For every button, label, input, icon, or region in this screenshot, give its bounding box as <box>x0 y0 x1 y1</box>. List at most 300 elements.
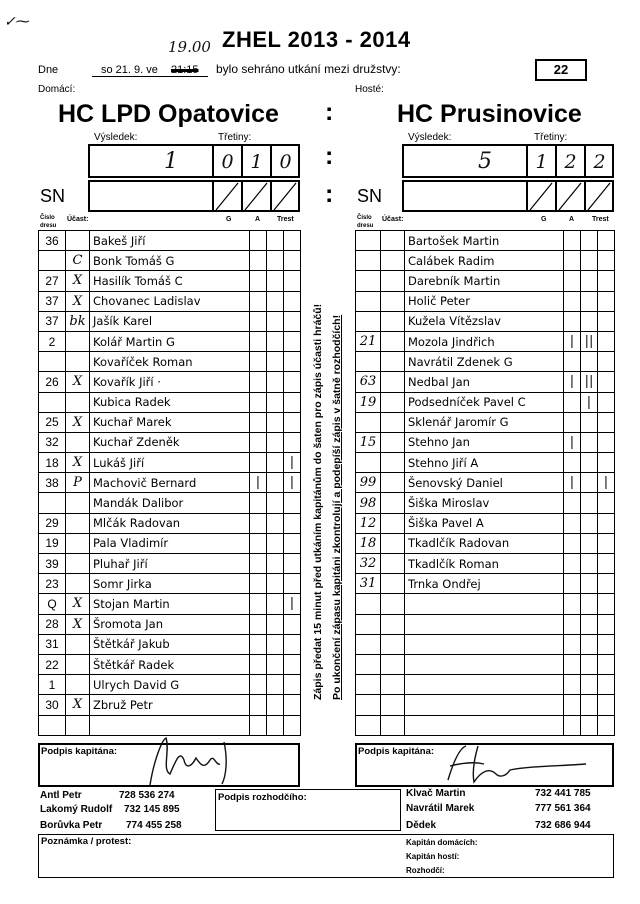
player-name: Bonk Tomáš G <box>90 251 250 271</box>
table-row <box>356 432 615 452</box>
player-penalty <box>284 372 301 392</box>
table-row <box>356 412 615 432</box>
footer-label-referee: Rozhodčí: <box>406 866 445 875</box>
player-number: 63 <box>356 372 381 392</box>
player-attendance <box>381 251 405 271</box>
home-col-a: A <box>255 216 261 223</box>
table-row <box>356 372 615 392</box>
player-assists <box>581 412 598 432</box>
table-row <box>39 513 301 533</box>
player-number <box>356 675 381 695</box>
player-name: Sklenář Jaromír G <box>405 412 564 432</box>
player-number <box>356 311 381 331</box>
player-name: Calábek Radim <box>405 251 564 271</box>
player-name: Mandák Dalibor <box>90 493 250 513</box>
table-row <box>39 331 301 351</box>
player-assists <box>581 311 598 331</box>
table-row <box>356 594 615 614</box>
table-row <box>39 614 301 634</box>
home-sn-slashes <box>212 180 300 212</box>
player-goals <box>250 432 267 452</box>
player-penalty <box>598 675 615 695</box>
table-row <box>356 695 615 715</box>
date-value: so 21. 9. ve <box>101 64 158 76</box>
player-attendance <box>66 352 90 372</box>
player-assists <box>581 533 598 553</box>
table-row <box>356 614 615 634</box>
player-goals <box>564 574 581 594</box>
away-contact-phone: 732 441 785 <box>535 788 591 799</box>
player-goals <box>250 695 267 715</box>
home-contact-name: Borůvka Petr <box>40 820 103 831</box>
away-contact-name: Navrátil Marek <box>406 803 475 814</box>
player-goals <box>250 493 267 513</box>
player-number <box>356 291 381 311</box>
player-assists <box>581 594 598 614</box>
player-attendance <box>381 614 405 634</box>
table-row <box>39 493 301 513</box>
player-goals: | <box>564 432 581 452</box>
player-number <box>39 392 66 412</box>
table-row <box>39 291 301 311</box>
player-goals <box>564 634 581 654</box>
player-attendance: X <box>66 372 90 392</box>
player-assists <box>267 311 284 331</box>
player-name: Kuchař Zdeněk <box>90 432 250 452</box>
table-row <box>356 271 615 291</box>
player-penalty <box>284 392 301 412</box>
away-periods-label: Třetiny: <box>534 132 568 143</box>
home-team-name: HC LPD Opatovice <box>58 100 279 128</box>
away-contact-phone: 777 561 364 <box>535 803 591 814</box>
player-attendance <box>66 493 90 513</box>
player-penalty: | <box>284 473 301 493</box>
player-penalty <box>284 675 301 695</box>
player-assists <box>581 251 598 271</box>
player-goals <box>250 675 267 695</box>
player-assists <box>581 654 598 674</box>
player-penalty: | <box>284 453 301 473</box>
player-name: Lukáš Jiří <box>90 453 250 473</box>
player-assists: || <box>581 372 598 392</box>
player-goals <box>250 634 267 654</box>
player-assists <box>267 372 284 392</box>
player-assists <box>581 453 598 473</box>
away-period-2: 2 <box>564 151 577 173</box>
player-goals <box>250 331 267 351</box>
player-number: 22 <box>39 654 66 674</box>
player-penalty <box>284 291 301 311</box>
player-goals <box>250 251 267 271</box>
table-row <box>39 634 301 654</box>
player-assists: | <box>581 392 598 412</box>
player-name: Šiška Miroslav <box>405 493 564 513</box>
player-penalty <box>598 311 615 331</box>
home-captain-sig-label: Podpis kapitána: <box>41 746 118 757</box>
table-row <box>356 392 615 412</box>
home-contact-phone: 774 455 258 <box>126 820 182 831</box>
player-attendance <box>381 554 405 574</box>
away-roster-table <box>355 230 615 736</box>
home-period-3: 0 <box>279 151 292 173</box>
player-penalty <box>598 331 615 351</box>
player-attendance: X <box>66 271 90 291</box>
player-name <box>405 695 564 715</box>
player-attendance: bk <box>66 311 90 331</box>
player-name <box>405 654 564 674</box>
player-assists <box>267 554 284 574</box>
player-name: Stojan Martin <box>90 594 250 614</box>
player-number: 23 <box>39 574 66 594</box>
table-row <box>39 695 301 715</box>
table-row <box>356 654 615 674</box>
player-goals <box>564 311 581 331</box>
player-goals <box>250 372 267 392</box>
player-penalty <box>598 271 615 291</box>
player-penalty <box>284 311 301 331</box>
player-attendance <box>381 715 405 735</box>
table-row <box>39 654 301 674</box>
player-penalty <box>598 715 615 735</box>
player-attendance <box>381 473 405 493</box>
player-penalty <box>284 634 301 654</box>
player-goals <box>564 412 581 432</box>
footer-label-home-captain: Kapitán domácích: <box>406 838 478 847</box>
table-row <box>39 352 301 372</box>
player-assists <box>267 675 284 695</box>
player-name: Bakeš Jiří <box>90 231 250 251</box>
player-name: Šromota Jan <box>90 614 250 634</box>
player-assists <box>267 271 284 291</box>
dne-label: Dne <box>38 64 59 76</box>
player-name: Kuchař Marek <box>90 412 250 432</box>
away-label: Hosté: <box>355 84 384 95</box>
player-assists <box>267 291 284 311</box>
player-penalty <box>598 453 615 473</box>
home-roster-table <box>38 230 301 736</box>
player-name <box>405 634 564 654</box>
player-attendance: X <box>66 291 90 311</box>
player-name <box>405 675 564 695</box>
player-assists <box>581 554 598 574</box>
player-name <box>405 614 564 634</box>
player-goals <box>564 493 581 513</box>
away-contact-name: Dědek <box>406 820 437 831</box>
player-goals <box>250 594 267 614</box>
table-row <box>39 594 301 614</box>
away-contact-phone: 732 686 944 <box>535 820 591 831</box>
player-assists <box>267 453 284 473</box>
player-attendance <box>66 231 90 251</box>
player-penalty <box>598 695 615 715</box>
player-assists <box>581 352 598 372</box>
player-assists <box>267 473 284 493</box>
player-assists <box>267 331 284 351</box>
away-sn-label: SN <box>357 186 383 206</box>
player-goals <box>250 554 267 574</box>
player-assists <box>581 614 598 634</box>
table-row <box>356 251 615 271</box>
home-captain-signature <box>140 730 250 790</box>
player-name: Šenovský Daniel <box>405 473 564 493</box>
vertical-note-1: Zápis předat 15 minut před utkáním kapitánům do šaten pro zápis účasti hráčů! <box>312 303 324 700</box>
player-number <box>356 412 381 432</box>
player-name: Štětkář Radek <box>90 654 250 674</box>
player-name: Tkadlčík Radovan <box>405 533 564 553</box>
player-attendance <box>381 634 405 654</box>
player-attendance <box>381 291 405 311</box>
game-number: 22 <box>553 62 569 77</box>
player-attendance <box>66 715 90 735</box>
table-row <box>356 473 615 493</box>
player-goals <box>564 291 581 311</box>
table-row <box>356 493 615 513</box>
home-period-2: 1 <box>250 151 263 173</box>
player-number: 12 <box>356 513 381 533</box>
player-penalty <box>284 654 301 674</box>
player-penalty <box>598 614 615 634</box>
table-row <box>39 453 301 473</box>
player-number <box>356 614 381 634</box>
player-attendance <box>381 493 405 513</box>
player-assists <box>581 231 598 251</box>
player-number: 1 <box>39 675 66 695</box>
player-penalty <box>284 412 301 432</box>
player-name: Stehno Jan <box>405 432 564 452</box>
player-name: Podsedníček Pavel C <box>405 392 564 412</box>
player-attendance <box>381 654 405 674</box>
player-attendance <box>66 331 90 351</box>
result-colon: : <box>325 142 334 170</box>
home-period-1: 0 <box>221 151 234 173</box>
player-attendance <box>381 352 405 372</box>
player-penalty <box>284 574 301 594</box>
player-goals <box>564 533 581 553</box>
player-name: Pluhař Jiří <box>90 554 250 574</box>
player-name: Stehno Jiří A <box>405 453 564 473</box>
table-row <box>39 251 301 271</box>
home-col-penalty: Trest <box>277 216 294 223</box>
player-number <box>356 594 381 614</box>
table-row <box>39 675 301 695</box>
player-goals <box>250 574 267 594</box>
player-penalty <box>598 654 615 674</box>
player-number: 2 <box>39 331 66 351</box>
player-attendance <box>381 533 405 553</box>
player-attendance <box>66 634 90 654</box>
player-goals <box>250 352 267 372</box>
player-assists <box>267 715 284 735</box>
player-attendance <box>381 574 405 594</box>
player-assists <box>581 432 598 452</box>
player-assists <box>581 473 598 493</box>
player-penalty <box>284 715 301 735</box>
player-attendance: P <box>66 473 90 493</box>
player-penalty <box>598 533 615 553</box>
footer-label-away-captain: Kapitán hostí: <box>406 852 460 861</box>
home-col-number: Číslo dresu <box>40 215 57 229</box>
player-number <box>356 715 381 735</box>
player-number <box>356 251 381 271</box>
home-contact-name: Antl Petr <box>40 790 82 801</box>
player-number: 32 <box>39 432 66 452</box>
player-penalty: | <box>284 594 301 614</box>
away-col-attend: Účast: <box>382 216 404 223</box>
player-attendance: X <box>66 594 90 614</box>
player-goals <box>564 513 581 533</box>
player-name: Nedbal Jan <box>405 372 564 392</box>
player-goals <box>250 311 267 331</box>
player-number: 38 <box>39 473 66 493</box>
player-number <box>356 453 381 473</box>
player-attendance <box>381 271 405 291</box>
table-row <box>39 311 301 331</box>
page-title: ZHEL 2013 - 2014 <box>222 27 411 52</box>
handwritten-time: 19.00 <box>168 38 211 56</box>
player-assists <box>267 513 284 533</box>
player-number: 31 <box>356 574 381 594</box>
player-attendance <box>66 554 90 574</box>
player-number <box>356 271 381 291</box>
player-number: 21 <box>356 331 381 351</box>
player-number: 29 <box>39 513 66 533</box>
player-number <box>356 654 381 674</box>
away-captain-sig-label: Podpis kapitána: <box>358 746 435 757</box>
player-assists <box>267 594 284 614</box>
player-name: Štětkář Jakub <box>90 634 250 654</box>
player-goals <box>250 271 267 291</box>
player-name: Trnka Ondřej <box>405 574 564 594</box>
table-row <box>39 574 301 594</box>
referee-sig-label: Podpis rozhodčího: <box>218 792 307 803</box>
table-row <box>39 473 301 493</box>
player-assists <box>267 574 284 594</box>
player-name: Somr Jirka <box>90 574 250 594</box>
table-row <box>356 331 615 351</box>
table-row <box>356 231 615 251</box>
player-number: 30 <box>39 695 66 715</box>
player-number: Q <box>39 594 66 614</box>
player-goals <box>564 392 581 412</box>
player-penalty <box>598 594 615 614</box>
player-name: Navrátil Zdenek G <box>405 352 564 372</box>
player-penalty <box>598 231 615 251</box>
player-number <box>39 493 66 513</box>
table-row <box>356 634 615 654</box>
player-goals <box>250 513 267 533</box>
player-penalty <box>284 432 301 452</box>
player-goals <box>564 251 581 271</box>
player-assists <box>267 695 284 715</box>
player-name: Ulrych David G <box>90 675 250 695</box>
home-col-g: G <box>226 216 232 223</box>
player-attendance <box>66 392 90 412</box>
away-period-1: 1 <box>535 151 548 173</box>
player-attendance: X <box>66 695 90 715</box>
sn-colon: : <box>325 180 334 208</box>
player-number <box>39 251 66 271</box>
player-attendance <box>66 513 90 533</box>
player-number: 28 <box>39 614 66 634</box>
table-row <box>39 392 301 412</box>
player-assists <box>581 634 598 654</box>
away-col-g: G <box>541 216 547 223</box>
player-penalty <box>598 493 615 513</box>
player-attendance <box>66 574 90 594</box>
player-goals <box>250 412 267 432</box>
player-attendance: X <box>66 453 90 473</box>
player-name: Kubica Radek <box>90 392 250 412</box>
table-row <box>356 554 615 574</box>
player-number: 19 <box>39 533 66 553</box>
table-row <box>39 372 301 392</box>
player-number: 15 <box>356 432 381 452</box>
table-row <box>356 574 615 594</box>
player-attendance <box>381 513 405 533</box>
player-penalty <box>284 493 301 513</box>
player-assists <box>581 291 598 311</box>
player-number <box>39 715 66 735</box>
player-penalty <box>284 513 301 533</box>
player-name: Šiška Pavel A <box>405 513 564 533</box>
player-goals <box>250 392 267 412</box>
player-goals <box>564 352 581 372</box>
player-penalty <box>598 352 615 372</box>
player-goals: | <box>250 473 267 493</box>
player-number: 26 <box>39 372 66 392</box>
player-assists <box>581 493 598 513</box>
away-contact-name: Klvač Martin <box>406 788 466 799</box>
away-col-penalty: Trest <box>592 216 609 223</box>
player-assists <box>267 251 284 271</box>
player-name: Mozola Jindřich <box>405 331 564 351</box>
player-attendance <box>381 594 405 614</box>
player-attendance <box>381 392 405 412</box>
player-attendance <box>381 412 405 432</box>
player-number: 32 <box>356 554 381 574</box>
player-penalty <box>598 574 615 594</box>
player-goals <box>250 654 267 674</box>
player-assists <box>267 654 284 674</box>
player-penalty <box>284 614 301 634</box>
player-goals <box>564 614 581 634</box>
player-assists <box>581 695 598 715</box>
player-assists <box>267 533 284 553</box>
player-attendance <box>381 453 405 473</box>
player-assists <box>267 231 284 251</box>
table-row <box>39 271 301 291</box>
player-assists <box>581 675 598 695</box>
table-row <box>39 412 301 432</box>
player-name: Chovanec Ladislav <box>90 291 250 311</box>
table-row <box>356 715 615 735</box>
player-assists <box>267 352 284 372</box>
player-attendance <box>66 533 90 553</box>
table-row <box>39 231 301 251</box>
player-name: Mlčák Radovan <box>90 513 250 533</box>
player-attendance: C <box>66 251 90 271</box>
table-row <box>356 513 615 533</box>
away-sn-slashes <box>526 180 614 212</box>
player-number: 31 <box>39 634 66 654</box>
player-number: 18 <box>39 453 66 473</box>
player-attendance <box>381 432 405 452</box>
table-row <box>356 311 615 331</box>
player-penalty <box>598 513 615 533</box>
time-struck: 21:15 <box>171 64 199 76</box>
player-penalty <box>598 392 615 412</box>
table-row <box>39 554 301 574</box>
